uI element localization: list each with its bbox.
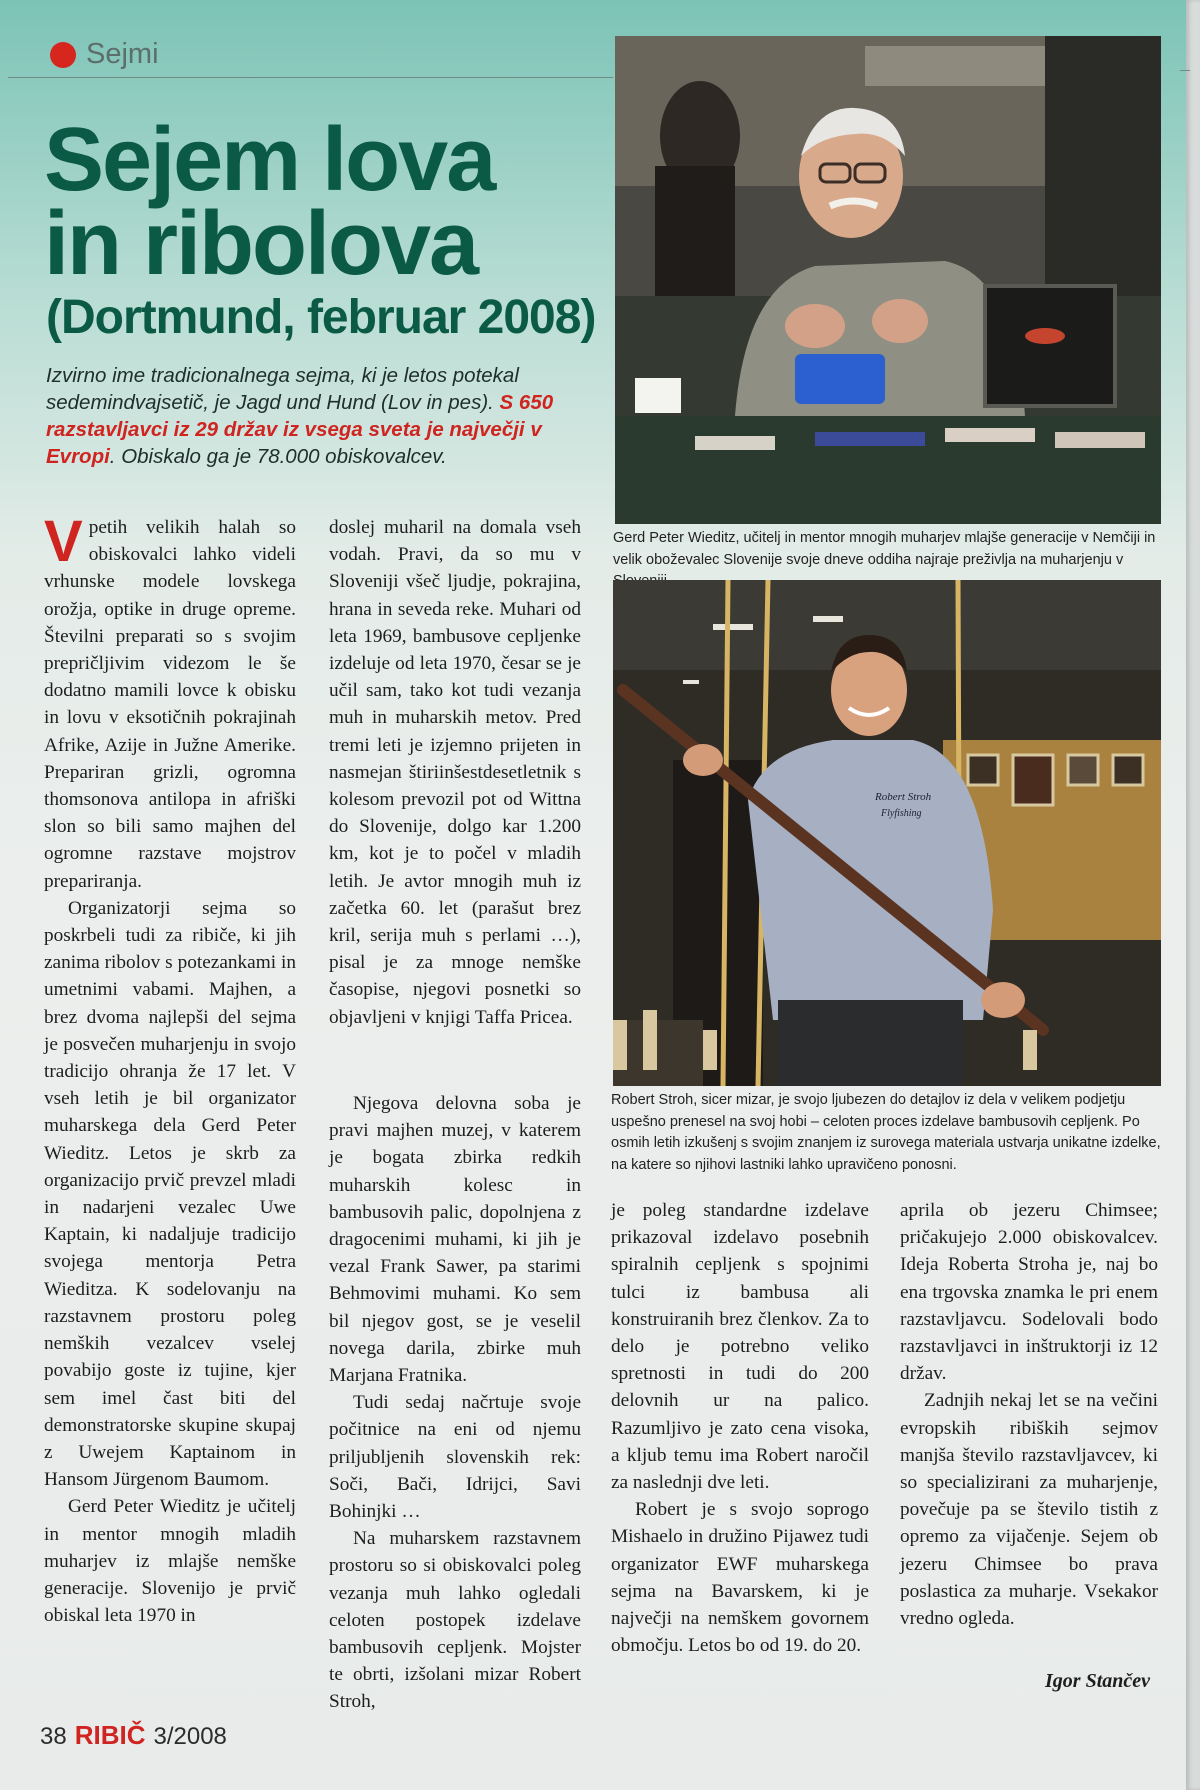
paragraph-text: petih velikih halah so obiskovalci lahko videli vrhunske modele lovskega orožja, optike in druge opreme. Številni preparati so s svojim prepričljivim videzom le še dodatno mamili lovce k obisku in lovu v eksotičnih pokrajinah Afrike, Azije in Južne Amerike. Prepariran grizli, ogromna thomsonova antilopa in afriški slon so bili samo majhen del ogromne razstave mojstrov prepariranja. [44,517,296,892]
paragraph: Tudi sedaj načrtuje svoje počitnice na eni od njemu priljubljenih slovenskih rek: Soči, Bači, Idrijci, Savi Bohinjki … [329,1392,581,1523]
article-subtitle: (Dortmund, februar 2008) [46,291,596,344]
paragraph: je poleg standardne izdelave prikazoval izdelavo posebnih spiralnih cepljenk s spojnimi tulci iz bambusa ali konstruiranih brez členkov. Za to delo je potrebno veliko spretnosti in tudi do 200 delovnih ur na palico. Razumljivo je zato cena visoka, a kljub temu ima Robert naročil za naslednji dve leti. [611,1200,869,1494]
photo2-caption: Robert Stroh, sicer mizar, je svojo ljubezen do detajlov iz dela v velikem podjetju uspešno prenesel na svoj hobi – celoten proces izdelave bambusovih cepljenk. Po osmih letih izkušenj s svojim znanjem iz surovega materiala ustvarja unikatne izdelke, na katere so njihovi lastniki lahko upravičeno ponosni. [611,1092,1161,1173]
paragraph: aprila ob jezeru Chimsee; pričakujejo 2.000 obiskovalcev. Ideja Roberta Stroha je, naj bo ena trgovska znamka le pri enem razstavljavcu. Sodelovali bodo razstavljavci in inštruktorji iz 12 držav. [900,1200,1158,1385]
section-rule-right [1180,70,1190,71]
paragraph: Robert je s svojo soprogo Mishaelo in družino Pijawez tudi organizator EWF muharskega sejma na Bavarskem, ki je največji na nemškem govornem območju. Letos bo od 19. do 20. [611,1499,869,1657]
text-column-3 [329,1090,581,1716]
lead-text-2: . Obiskalo ga je 78.000 obiskovalcev. [109,445,447,468]
paragraph: Organizatorji sejma so poskrbeli tudi za ribiče, ki jih zanima ribolov s potezankami in umetnimi vabami. Majhen, a brez dvoma najlepši del sejma je posvečen muharjenju in svojo tradicijo ohranja že 17 let. V vseh letih je bil organizator muharskega dela Gerd Peter Wieditz. Letos je skrb za organizacijo prvič prevzel mladi in nadarjeni vezalec Uwe Kaptain, ki nadaljuje tradicijo svojega mentorja Petra Wieditza. K sodelovanju na razstavnem prostoru poleg nemških vezalcev vselej povabijo goste iz tujine, kjer sem imel čast biti del demonstratorske skupine skupaj z Uwejem Kaptainom in Hansom Jürgenom Baumom. [44,897,296,1491]
shirt-logo-line1: Robert Stroh [875,791,932,803]
section-label: Sejmi [86,38,159,70]
text-column-4 [611,1197,869,1659]
paragraph: Gerd Peter Wieditz je učitelj in mentor mnogih mladih muharjev iz mlajše nemške generacije. Slovenijo je prvič obiskal leta 1970 in [44,1496,296,1627]
paragraph: Na muharskem razstavnem prostoru so si obiskovalci poleg vezanja muh lahko ogledali celoten postopek izdelave bambusovih cepljenk. Mojster te obrti, izšolani mizar Robert Stroh, [329,1528,581,1713]
photo1-caption: Gerd Peter Wieditz, učitelj in mentor mnogih muharjev mlajše generacije v Nemčiji in velik oboževalec Slovenije svoje dneve oddiha najraje preživlja na muharjenju v [613,530,1156,568]
paragraph: Njegova delovna soba je pravi majhen muzej, v katerem je bogata zbirka redkih muharskih kolesc in bambusovih palic, dopolnjena z dragocenimi muhami, ki jih je vezal Frank Sawer, pa starimi Behmovimi muhami. Ko sem bil njegov gost, se je veselil novega darila, zbirke muh Marjana Fratnika. [329,1093,581,1387]
title-line-1: Sejem lova [44,110,495,210]
shirt-logo-line2: Flyfishing [881,808,922,819]
lead-highlight: S 650 razstavljavci iz 29 držav iz vsega sveta je največji v Evropi [46,391,554,468]
lead-text-1: Izvirno ime tradicionalnega sejma, ki je letos potekal sedemindvajsetič, je Jagd und Hund (Lov in pes). [46,364,519,414]
page-number: 38 [40,1723,67,1750]
section-tag [50,38,159,71]
article-title [44,110,604,294]
text-column-5 [900,1197,1158,1632]
photo-illustration [613,580,1161,1086]
page-edge [1186,0,1200,1790]
photo-illustration [615,36,1161,524]
magazine-name: RIBIČ [74,1720,146,1750]
article-lead [46,362,586,470]
paragraph: doslej muharil na domala vseh vodah. Pravi, da so mu v Sloveniji všeč ljudje, pokrajina, hrana in seveda reke. Muhari od leta 1969, bambusove cepljenke izdeluje od leta 1970, česar se je učil sam, tako kot tudi vezanja muh in muharskih metov. Pred tremi leti je izjemno prijeten in nasmejan štiriinšestdesetletnik s kolesom prevozil pot od Wittna do Slovenije, dolgo kar 1.200 km, kot je to počel v mladih letih. Je avtor mnogih muh iz začetka 60. let (parašut brez kril, serija muh s perlami …), pisal je za mnoge nemške časopise, njegovi posnetki so objavljeni v knjigi Taffa Pricea. [329,517,581,1028]
text-column-2 [329,514,581,1031]
article-author: Igor Stančev [1045,1670,1150,1692]
paragraph [44,509,296,895]
section-dot-icon [50,42,76,68]
photo-robert-stroh [613,580,1161,1086]
issue-number: 3/2008 [153,1723,227,1750]
text-column-1 [44,509,296,1629]
title-line-2: in ribolova [44,194,478,294]
paragraph: Zadnjih nekaj let se na večini evropskih ribiških sejmov manjša število razstavljavcev, ki so specializirani za muharjenje, povečuje pa se število tistih z opremo za vijačenje. Sejem ob jezeru Chimsee bo prava poslastica za muharje. Vsekakor vredno ogleda. [900,1390,1158,1630]
photo-gerd-peter-wieditz [615,36,1161,524]
drop-cap: V [44,509,83,574]
section-rule [8,77,613,78]
page-footer [40,1720,227,1751]
